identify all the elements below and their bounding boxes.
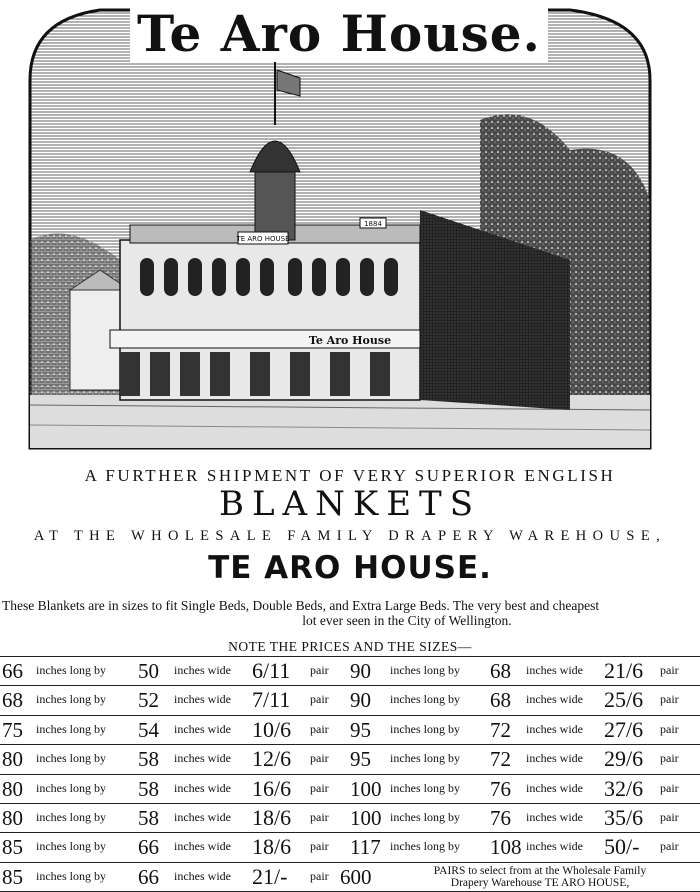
length-2: 90 [350, 688, 371, 713]
price-2: 50/- [604, 834, 640, 860]
pairs-count: 600 [340, 864, 372, 889]
wide-label: inches wide [526, 663, 583, 677]
pair-label: pair [660, 809, 679, 824]
price-1: 10/6 [252, 716, 292, 742]
width-2: 72 [490, 717, 511, 742]
final-note-line: Drapery Warehouse TE ARO HOUSE, [450, 876, 630, 889]
price-note: NOTE THE PRICES AND THE SIZES— [228, 639, 472, 654]
headline-shipment: A FURTHER SHIPMENT OF VERY SUPERIOR ENGLISH [84, 466, 616, 485]
pair-label: pair [310, 868, 329, 883]
table-row [0, 685, 700, 714]
length-2: 90 [350, 659, 371, 683]
table-row-final [0, 862, 700, 892]
pair-label: pair [660, 692, 679, 707]
pair-label: pair [310, 780, 329, 795]
length-2: 95 [350, 717, 371, 742]
description-line: These Blankets are in sizes to fit Single Beds, Double Beds, and Extra Large Beds. The very best and cheapest [2, 598, 600, 613]
length-1: 85 [2, 835, 23, 860]
long-by-label: inches long by [36, 751, 106, 766]
length-2: 100 [350, 805, 382, 830]
width-1: 52 [138, 688, 159, 713]
wide-label: inches wide [174, 692, 231, 707]
long-by-label: inches long by [390, 809, 460, 824]
long-by-label: inches long by [36, 839, 106, 854]
wide-label: inches wide [526, 751, 583, 766]
length-1: 80 [2, 776, 23, 801]
price-1: 18/6 [252, 804, 292, 830]
table-row [0, 715, 700, 744]
long-by-label: inches long by [36, 868, 106, 883]
length-1: 80 [2, 747, 23, 772]
headline-warehouse: AT THE WHOLESALE FAMILY DRAPERY WAREHOUSE, [33, 528, 667, 544]
width-1: 50 [138, 659, 159, 683]
long-by-label: inches long by [390, 780, 460, 795]
wide-label: inches wide [174, 809, 231, 824]
price-2: 35/6 [604, 804, 644, 830]
price-1: 7/11 [252, 687, 291, 713]
pair-label: pair [660, 751, 679, 766]
wide-label: inches wide [526, 692, 583, 707]
width-2: 76 [490, 805, 511, 830]
width-1: 66 [138, 835, 159, 860]
long-by-label: inches long by [36, 721, 106, 736]
headline-blankets: BLANKETS [218, 484, 482, 524]
pair-label: pair [660, 839, 679, 854]
width-1: 58 [138, 805, 159, 830]
wide-label: inches wide [174, 721, 231, 736]
headline-store-name: TE ARO HOUSE. [208, 550, 492, 586]
price-2: 21/6 [604, 658, 644, 683]
pair-label: pair [310, 839, 329, 854]
long-by-label: inches long by [390, 692, 460, 707]
table-row [0, 803, 700, 832]
price-1: 12/6 [252, 746, 292, 772]
price-2: 29/6 [604, 746, 644, 772]
pair-label: pair [310, 663, 329, 677]
table-row [0, 744, 700, 773]
price-2: 25/6 [604, 687, 644, 713]
length-2: 95 [350, 747, 371, 772]
pair-label: pair [660, 721, 679, 736]
length-1: 75 [2, 717, 23, 742]
price-2: 27/6 [604, 716, 644, 742]
wide-label: inches wide [174, 751, 231, 766]
width-1: 54 [138, 717, 159, 742]
table-row [0, 774, 700, 803]
width-2: 68 [490, 688, 511, 713]
length-1: 68 [2, 688, 23, 713]
wide-label: inches wide [526, 809, 583, 824]
long-by-label: inches long by [390, 721, 460, 736]
price-1: 18/6 [252, 834, 292, 860]
wide-label: inches wide [174, 663, 231, 677]
width-1: 58 [138, 776, 159, 801]
page-title: Te Aro House. [130, 4, 548, 62]
pair-label: pair [660, 780, 679, 795]
price-2: 32/6 [604, 775, 644, 801]
long-by-label: inches long by [390, 839, 460, 854]
pair-label: pair [310, 751, 329, 766]
final-note [384, 865, 696, 889]
pair-label: pair [310, 721, 329, 736]
length-1: 85 [2, 864, 23, 889]
price-1: 16/6 [252, 775, 292, 801]
pair-label: pair [310, 809, 329, 824]
long-by-label: inches long by [36, 809, 106, 824]
table-row [0, 656, 700, 685]
length-2: 100 [350, 776, 382, 801]
width-2: 72 [490, 747, 511, 772]
wide-label: inches wide [174, 780, 231, 795]
length-2: 117 [350, 835, 381, 860]
width-1: 58 [138, 747, 159, 772]
wide-label: inches wide [174, 868, 231, 883]
description-line: lot ever seen in the City of Wellington. [302, 613, 512, 628]
table-row [0, 832, 700, 861]
final-note-line: PAIRS to select from at the Wholesale Family [433, 864, 647, 877]
width-2: 68 [490, 659, 511, 683]
long-by-label: inches long by [36, 692, 106, 707]
wide-label: inches wide [526, 721, 583, 736]
wide-label: inches wide [174, 839, 231, 854]
long-by-label: inches long by [390, 751, 460, 766]
price-1: 6/11 [252, 658, 291, 683]
description [2, 598, 692, 628]
long-by-label: inches long by [36, 663, 106, 677]
long-by-label: inches long by [390, 663, 460, 677]
price-table [0, 656, 700, 892]
long-by-label: inches long by [36, 780, 106, 795]
pair-label: pair [660, 663, 679, 677]
year-plate: 1884 [364, 220, 382, 228]
pair-label: pair [310, 692, 329, 707]
length-1: 80 [2, 805, 23, 830]
wide-label: inches wide [526, 780, 583, 795]
small-sign: TE ARO HOUSE [236, 235, 290, 243]
wide-label: inches wide [526, 839, 583, 854]
length-1: 66 [2, 659, 23, 683]
width-1: 66 [138, 864, 159, 889]
width-2: 108 [490, 835, 522, 860]
shop-sign: Te Aro House [308, 334, 392, 347]
price-1: 21/- [252, 863, 288, 889]
width-2: 76 [490, 776, 511, 801]
building-engraving [10, 0, 660, 450]
